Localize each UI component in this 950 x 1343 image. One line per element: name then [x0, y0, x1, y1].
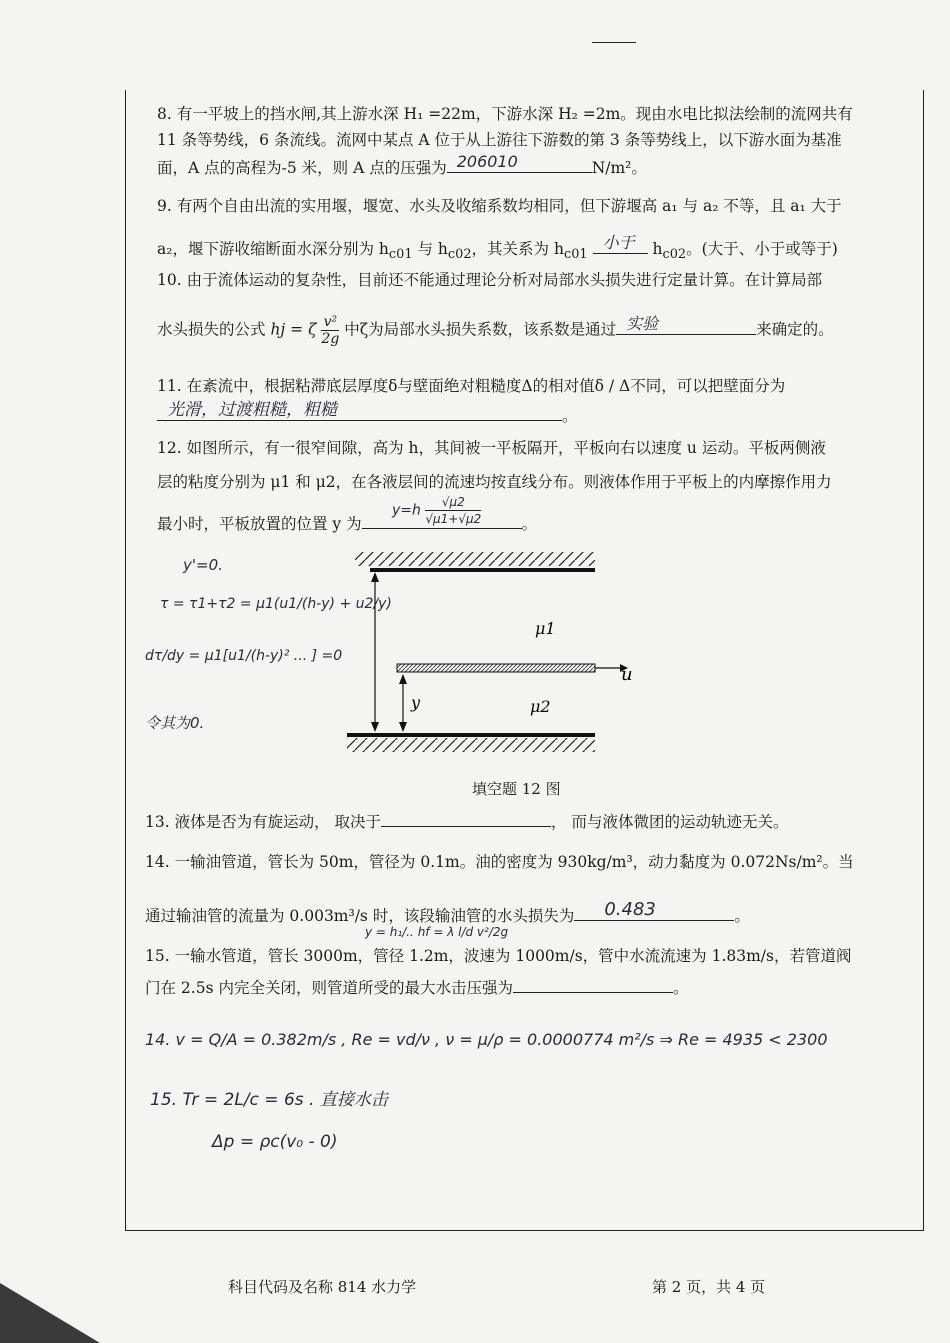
- q8-answer-blank: [447, 152, 592, 173]
- q9-sub1: c01: [388, 247, 413, 263]
- note-b: τ = τ1+τ2 = μ1(u1/(h-y) + u2/y): [160, 596, 392, 612]
- y-label: y: [411, 693, 421, 712]
- note-14: 14. v = Q/A = 0.382m/s , Re = vd/ν , ν = μ/ρ = 0.0000774 m²/s ⇒ Re = 4935 < 2300: [145, 1030, 828, 1049]
- q12-line1: 12. 如图所示，有一很窄间隙，高为 h，其间被一平板隔开，平板向右以速度 u 运动。平板两侧液: [157, 439, 826, 457]
- q12-text-a: 最小时，平板放置的位置 y 为: [157, 515, 362, 533]
- u-label: u: [621, 664, 633, 685]
- top-wall-hatch: [355, 552, 595, 566]
- q10-formula-frac: [321, 314, 339, 347]
- note-a: y'=0.: [183, 556, 223, 574]
- q9-answer: 小于: [602, 233, 635, 252]
- q10-formula-lhs: hj = ζ: [270, 320, 317, 339]
- q12-answer: [392, 494, 481, 527]
- q14-line2: [145, 899, 750, 926]
- q8-unit: N/m²。: [591, 159, 647, 177]
- q9-text-c: ，其关系为 h: [471, 240, 564, 258]
- y-arrow-bottom: [399, 722, 407, 732]
- q9-sub2: c02: [447, 247, 472, 263]
- q14-text-b: 。: [734, 907, 750, 925]
- q14-text-a: 通过输油管的流量为 0.003m³/s 时，该段输油管的水头损失为: [145, 907, 575, 925]
- q13-text-b: ， 而与液体微团的运动轨迹无关。: [551, 813, 789, 831]
- h-arrow-top: [371, 572, 379, 582]
- mu1-label: μ1: [535, 619, 556, 638]
- q13-text-a: 13. 液体是否为有旋运动， 取决于: [145, 813, 382, 831]
- q9-line2: a₂，堰下游收缩断面水深分别为 $h_{c01}$ 与 $h_{c02}$，其关系为 $h_{c01}$ 小于 $h_{c02}$。(大于、小于或等于): [157, 233, 838, 263]
- q12-line2: 层的粘度分别为 μ1 和 μ2，在各液层间的流速均按直线分布。则液体作用于平板上的内摩擦作用力: [157, 473, 832, 491]
- q9-answer-blank: [593, 233, 648, 254]
- q12-answer-num: √μ2: [425, 494, 481, 511]
- note-c: dτ/dy = μ1[u1/(h-y)² ... ] =0: [145, 648, 343, 664]
- note-15b: Δp = ρc(v₀ - 0): [212, 1132, 338, 1152]
- q14-answer-blank: [574, 899, 734, 921]
- q9-text-b: 与 h: [417, 240, 448, 258]
- q9-text-d: 。(大于、小于或等于): [686, 240, 838, 258]
- footer-subject: 科目代码及名称 814 水力学: [228, 1278, 417, 1296]
- bottom-wall-hatch: [347, 738, 595, 752]
- q11-answer-blank: [157, 400, 562, 421]
- q10-line2: [157, 314, 834, 347]
- q11-post: 。: [562, 407, 578, 425]
- q9-text-a: a₂，堰下游收缩断面水深分别为 h: [157, 240, 389, 258]
- q10-answer-blank: [616, 313, 756, 335]
- q13-answer-blank: [381, 810, 551, 827]
- q10-answer: 实验: [626, 313, 659, 333]
- q8-answer: 206010: [456, 152, 518, 171]
- q10-text-b: 中ζ为局部水头损失系数，该系数是通过: [344, 320, 617, 339]
- y-arrow-top: [399, 674, 407, 684]
- mu2-label: μ2: [530, 697, 551, 716]
- q15-text-b: 。: [672, 979, 689, 997]
- q15-note: y = h₁/.. hf = λ l/d v²/2g: [365, 925, 509, 939]
- q12-answer-den: √μ1+√μ2: [425, 512, 482, 526]
- q11-answer: 光滑，过渡粗糙，粗糙: [167, 400, 337, 420]
- q14-answer: 0.483: [604, 899, 656, 920]
- q10-formula-num: v²: [321, 314, 339, 331]
- note-d: 令其为0.: [145, 714, 205, 732]
- note-15: 15. Tr = 2L/c = 6s . 直接水击: [150, 1090, 388, 1110]
- q8-line1: 8. 有一平坡上的挡水闸,其上游水深 H₁ =22m，下游水深 H₂ =2m。现由水电比拟法绘制的流网共有: [157, 105, 853, 123]
- q9-line1: 9. 有两个自由出流的实用堰，堰宽、水头及收缩系数均相同，但下游堰高 a₁ 与 a₂ 不等，且 a₁ 大于: [157, 197, 842, 215]
- q11-line2: [157, 400, 578, 426]
- q12-text-b: 。: [521, 515, 538, 533]
- moving-plate: [397, 664, 595, 672]
- q15-line1: 15. 一输水管道，管长 3000m，管径 1.2m，波速为 1000m/s，管中水流流速为 1.83m/s，若管道阀: [145, 947, 852, 965]
- figure-caption: 填空题 12 图: [472, 780, 561, 798]
- footer-page: 第 2 页，共 4 页: [652, 1278, 766, 1296]
- q8-line3-text: 面，A 点的高程为-5 米，则 A 点的压强为: [157, 159, 447, 177]
- q8-line3: [157, 152, 647, 178]
- q10-line1: 10. 由于流体运动的复杂性，目前还不能通过理论分析对局部水头损失进行定量计算。在计算局部: [157, 271, 823, 289]
- q10-formula-den: 2g: [321, 331, 340, 347]
- q8-line2: 11 条等势线，6 条流线。流网中某点 A 位于从上游往下游数的第 3 条等势线上，以下游水面为基准: [157, 131, 842, 149]
- h-arrow-bottom: [371, 722, 379, 732]
- q10-text-a: 水头损失的公式: [157, 320, 266, 339]
- q15-line2: [145, 976, 688, 998]
- q15-answer-blank: [513, 976, 673, 993]
- q12-answer-lhs: y=h: [392, 502, 421, 519]
- q12-answer-frac: [425, 494, 481, 527]
- q9-sub2b: c02: [662, 247, 687, 263]
- q11-line1: 11. 在紊流中，根据粘滞底层厚度δ与壁面绝对粗糙度Δ的相对值δ / Δ不同，可以把壁面分为: [157, 377, 786, 395]
- q10-text-c: 来确定的。: [756, 320, 834, 339]
- top-rule: [592, 42, 636, 43]
- q13-line1: [145, 810, 788, 832]
- q15-text-a: 门在 2.5s 内完全关闭，则管道所受的最大水击压强为: [145, 979, 513, 997]
- q14-line1: 14. 一输油管道，管长为 50m，管径为 0.1m。油的密度为 930kg/m³，动力黏度为 0.072Ns/m²。当: [145, 853, 854, 871]
- q9-sub1b: c01: [563, 247, 588, 263]
- scan-corner-shadow: [0, 1283, 100, 1343]
